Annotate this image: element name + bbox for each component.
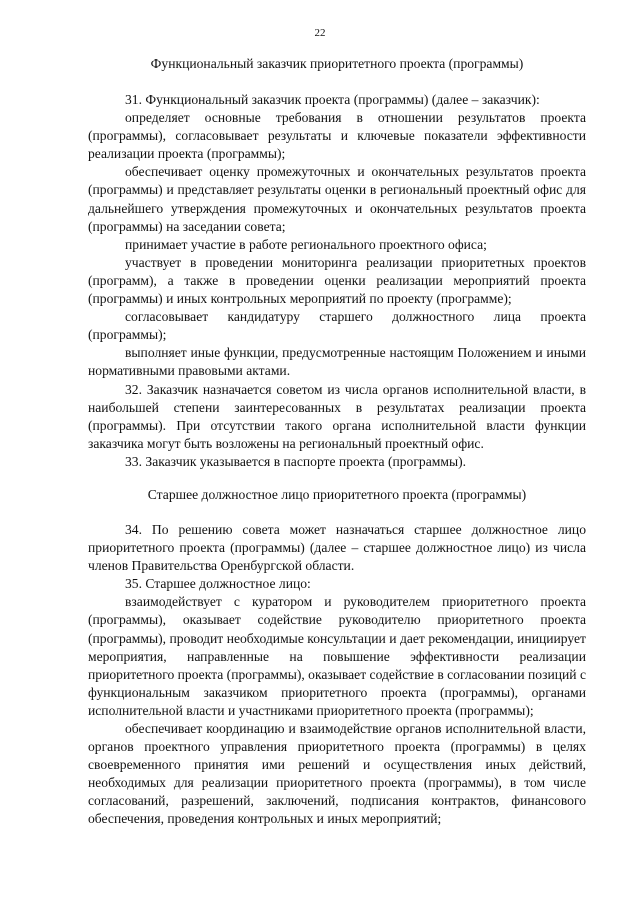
paragraph-31-item-other: выполняет иные функции, предусмотренные настоящим Положением и иными нормативными правовыми актами. xyxy=(88,345,586,379)
paragraph-31-item-candidate: согласовывает кандидатуру старшего должностного лица проекта (программы); xyxy=(88,309,586,343)
paragraph-35: 35. Старшее должностное лицо: xyxy=(125,576,311,592)
section-title-senior-official: Старшее должностное лицо приоритетного проекта (программы) xyxy=(147,486,527,502)
paragraph-31-item-evaluation: обеспечивает оценку промежуточных и окончательных результатов проекта (программы) и представляет результаты оценки в региональный проектный офис для дальнейшего утверждения промежуточных и окончательных результатов проекта (программы) на заседании совета; xyxy=(88,164,586,234)
paragraph-35-item-interaction: взаимодействует с куратором и руководителем приоритетного проекта (программы), оказывает содействие руководителю приоритетного проекта (программы), проводит необходимые консультации и дает рекомендации, инициирует мероприятия, направленные на повышение эффективности реализации приоритетного проекта (программы), оказывает содействие в согласовании позиций с функциональным заказчиком приоритетного проекта (программы), органами исполнительной власти и участниками приоритетного проекта (программы); xyxy=(88,594,586,718)
paragraph-31: 31. Функциональный заказчик проекта (программы) (далее – заказчик): xyxy=(125,92,540,107)
page-content xyxy=(88,55,586,829)
page-number: 22 xyxy=(314,27,326,39)
paragraph-32: 32. Заказчик назначается советом из числа органов исполнительной власти, в наибольшей степени заинтересованных в результатах реализации проекта (программы). При отсутствии такого органа исполнительной власти функции заказчика могут быть возложены на региональный проектный офис. xyxy=(88,381,586,451)
paragraph-34: 34. По решению совета может назначаться старшее должностное лицо приоритетного проекта (программы) (далее – старшее должностное лицо) из числа членов Правительства Оренбургской области. xyxy=(88,521,586,574)
paragraph-35-item-coordination: обеспечивает координацию и взаимодействие органов исполнительной власти, органов проектного управления приоритетного проекта (программы) в целях своевременного принятия ими решений и осуществления иных действий, необходимых для реализации приоритетного проекта (программы), в том числе согласований, разрешений, заключений, подписания контрактов, финансового обеспечения, проведения контрольных и иных мероприятий; xyxy=(88,721,586,827)
paragraph-33: 33. Заказчик указывается в паспорте проекта (программы). xyxy=(125,453,467,469)
paragraph-31-item-requirements: определяет основные требования в отношении результатов проекта (программы), согласовывает результаты и ключевые показатели эффективности реализации проекта (программы); xyxy=(88,110,586,162)
paragraph-31-item-monitoring: участвует в проведении мониторинга реализации приоритетных проектов (программ), а также в проведении оценки реализации мероприятий проекта (программы) и иных контрольных мероприятий по проекту (программе); xyxy=(88,254,586,307)
paragraph-31-item-participation: принимает участие в работе регионального проектного офиса; xyxy=(125,236,487,252)
section-title-functional-customer: Функциональный заказчик приоритетного проекта (программы) xyxy=(150,56,524,71)
